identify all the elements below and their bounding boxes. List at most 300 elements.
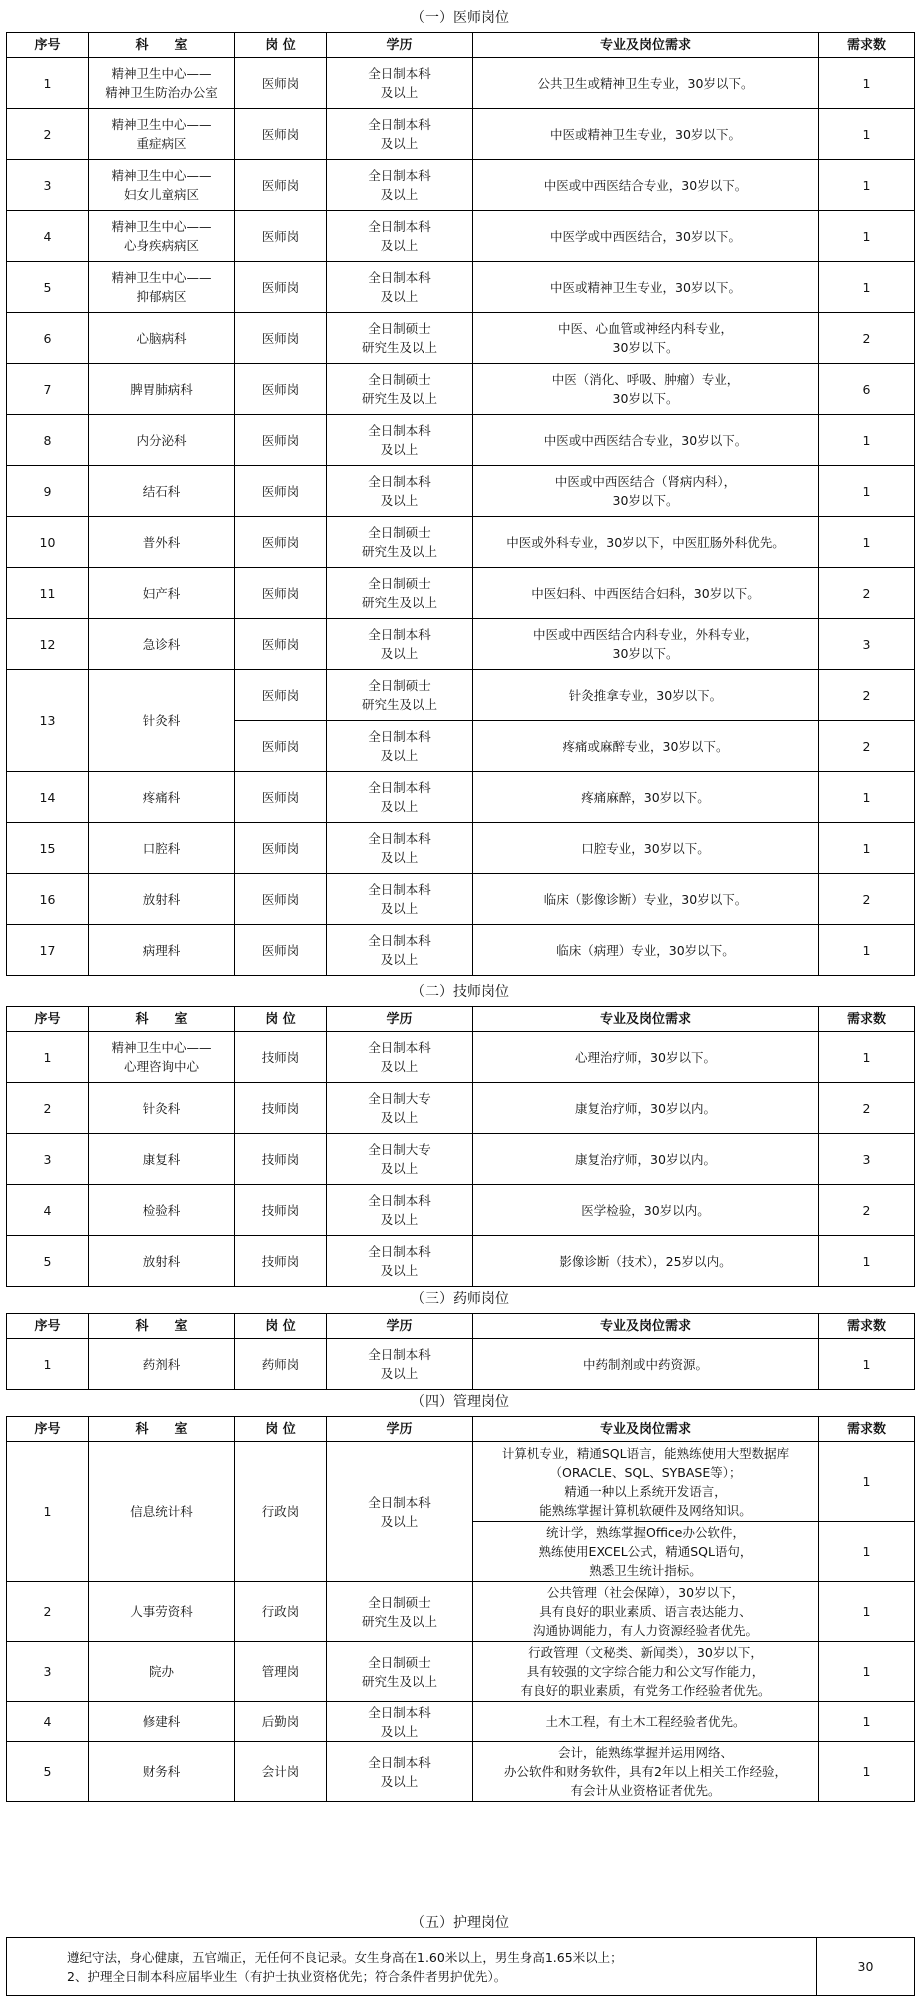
post-type: 医师岗: [235, 619, 327, 670]
headcount: 2: [819, 1083, 915, 1134]
department: [89, 619, 235, 670]
row-number: 14: [7, 772, 89, 823]
requirements-line: 具有良好的职业素质、语言表达能力、: [539, 1604, 752, 1619]
department-line: 内分泌科: [136, 432, 187, 448]
department-line: 精神卫生中心——: [111, 168, 212, 183]
education-line: 及以上: [380, 1161, 419, 1176]
department: [89, 262, 235, 313]
education-line: 全日制本科: [368, 1754, 431, 1770]
department: [89, 1236, 235, 1287]
requirements: [473, 211, 819, 262]
requirements: [473, 1702, 819, 1742]
department: [89, 211, 235, 262]
education-line: 及以上: [380, 901, 419, 916]
post-type: 技师岗: [235, 1236, 327, 1287]
nursing-requirements: [7, 1938, 817, 1996]
department-line: 院办: [148, 1664, 174, 1679]
header-edu: 学历: [327, 1007, 473, 1032]
education-line: 研究生及以上: [361, 595, 437, 610]
post-type: 医师岗: [235, 823, 327, 874]
requirements: [473, 925, 819, 976]
table-row: [7, 109, 915, 160]
department-line: 结石科: [142, 483, 181, 499]
education-line: 全日制硕士: [368, 576, 431, 591]
post-type: 后勤岗: [235, 1702, 327, 1742]
header-row: [7, 1314, 915, 1339]
education-line: 及以上: [380, 1059, 419, 1074]
requirements-line: 中医或中西医结合（肾病内科），: [554, 474, 737, 489]
requirements-line: 熟悉卫生统计指标。: [589, 1563, 702, 1578]
department-line: 普外科: [142, 534, 181, 550]
education-line: 全日制大专: [368, 1091, 431, 1106]
table-row: [7, 211, 915, 262]
post-type: 医师岗: [235, 313, 327, 364]
headcount: 1: [819, 823, 915, 874]
department: [89, 1442, 235, 1582]
headcount: 1: [819, 1742, 915, 1802]
requirements-line: 公共卫生或精神卫生专业，30岁以下。: [537, 75, 754, 91]
department-line: 财务科: [142, 1764, 181, 1779]
row-number: 15: [7, 823, 89, 874]
education: [327, 364, 473, 415]
education: [327, 823, 473, 874]
table-row: [7, 415, 915, 466]
row-number: 9: [7, 466, 89, 517]
education: [327, 568, 473, 619]
education-line: 研究生及以上: [361, 391, 437, 406]
row-number: 4: [7, 211, 89, 262]
table-row: [7, 1702, 915, 1742]
education-line: 全日制大专: [368, 1142, 431, 1157]
headcount: 3: [819, 1134, 915, 1185]
education: [327, 670, 473, 721]
headcount: 1: [819, 415, 915, 466]
post-type: 医师岗: [235, 874, 327, 925]
requirements: [473, 1742, 819, 1802]
row-number: 1: [7, 1339, 89, 1390]
row-number: 16: [7, 874, 89, 925]
headcount: 1: [819, 517, 915, 568]
requirements: [473, 670, 819, 721]
education: [327, 1339, 473, 1390]
table-row: [7, 364, 915, 415]
education: [327, 1702, 473, 1742]
post-type: 医师岗: [235, 211, 327, 262]
requirements-line: 医学检验，30岁以内。: [581, 1202, 710, 1218]
department: [89, 925, 235, 976]
education-line: 全日制本科: [368, 1347, 431, 1362]
department: [89, 823, 235, 874]
requirements-line: 沟通协调能力，有人力资源经验者优先。: [532, 1623, 758, 1638]
post-type: 管理岗: [235, 1642, 327, 1702]
education-line: 全日制本科: [368, 729, 431, 744]
requirements: [473, 262, 819, 313]
row-number: 3: [7, 160, 89, 211]
requirements-line: 中医（消化、呼吸、肿瘤）专业，: [551, 372, 740, 387]
education-line: 及以上: [380, 1110, 419, 1125]
education-line: 全日制本科: [368, 1244, 431, 1259]
department: [89, 874, 235, 925]
education-line: 及以上: [380, 187, 419, 202]
headcount: 1: [819, 1582, 915, 1642]
requirements: [473, 313, 819, 364]
department-line: 检验科: [142, 1202, 181, 1218]
education-line: 全日制硕士: [368, 1594, 431, 1610]
post-type: 医师岗: [235, 670, 327, 721]
post-type: 医师岗: [235, 160, 327, 211]
headcount: 3: [819, 619, 915, 670]
post-type: 行政岗: [235, 1582, 327, 1642]
department: [89, 313, 235, 364]
headcount: 1: [819, 262, 915, 313]
header-dept: 科 室: [89, 1007, 235, 1032]
table-row: [7, 1083, 915, 1134]
requirements-line: 有良好的职业素质，有党务工作经验者优先。: [520, 1683, 771, 1698]
department: [89, 364, 235, 415]
management-table: [6, 1416, 915, 1802]
post-type: 医师岗: [235, 415, 327, 466]
department: [89, 1582, 235, 1642]
post-type: 技师岗: [235, 1134, 327, 1185]
pharmacist-table: [6, 1313, 915, 1390]
education: [327, 160, 473, 211]
requirements: [473, 364, 819, 415]
requirements-line: 临床（影像诊断）专业，30岁以下。: [543, 891, 748, 907]
requirements: [473, 874, 819, 925]
department: [89, 160, 235, 211]
headcount: 1: [819, 772, 915, 823]
table-row: [7, 925, 915, 976]
requirements: [473, 1032, 819, 1083]
requirements-line: 中医妇科、中西医结合妇科，30岁以下。: [531, 585, 760, 601]
education: [327, 466, 473, 517]
education-line: 全日制本科: [368, 882, 431, 897]
education: [327, 415, 473, 466]
row-number: 8: [7, 415, 89, 466]
requirements: [473, 1339, 819, 1390]
header-edu: 学历: [327, 1314, 473, 1339]
table-row: [7, 670, 915, 721]
department: [89, 415, 235, 466]
requirements-line: 口腔专业，30岁以下。: [581, 840, 710, 856]
education-line: 全日制硕士: [368, 1654, 431, 1670]
table-row: [7, 1032, 915, 1083]
requirements-line: 疼痛麻醉，30岁以下。: [581, 789, 710, 805]
education-line: 及以上: [380, 1263, 419, 1278]
header-req: 专业及岗位需求: [473, 1417, 819, 1442]
education-line: 全日制本科: [368, 831, 431, 846]
section-title-technician: （二）技师岗位: [411, 984, 509, 1000]
table-row: [7, 1642, 915, 1702]
row-number: 11: [7, 568, 89, 619]
post-type: 行政岗: [235, 1442, 327, 1582]
education: [327, 1185, 473, 1236]
requirements-line: 康复治疗师，30岁以内。: [575, 1100, 716, 1116]
education: [327, 874, 473, 925]
headcount: 1: [819, 1642, 915, 1702]
requirements: [473, 160, 819, 211]
department-line: 药剂科: [142, 1356, 181, 1372]
headcount: 1: [819, 160, 915, 211]
education-line: 及以上: [380, 952, 419, 967]
post-type: 技师岗: [235, 1185, 327, 1236]
education-line: 及以上: [380, 85, 419, 100]
department-line: 放射科: [142, 1253, 181, 1269]
education-line: 及以上: [380, 799, 419, 814]
requirements-line: 中医或精神卫生专业，30岁以下。: [550, 126, 741, 142]
department: [89, 1083, 235, 1134]
education-line: 全日制本科: [368, 219, 431, 234]
department: [89, 1134, 235, 1185]
row-number: 17: [7, 925, 89, 976]
table-row: [7, 823, 915, 874]
requirements-line: 中医学或中西医结合，30岁以下。: [550, 228, 741, 244]
row-number: 3: [7, 1642, 89, 1702]
table-row: [7, 160, 915, 211]
education-line: 全日制本科: [368, 66, 431, 81]
header-row: [7, 33, 915, 58]
nursing-line-1: 遵纪守法，身心健康，五官端正，无任何不良记录。女生身高在1.60米以上，男生身高1.65米以上；: [67, 1949, 623, 1965]
education: [327, 1582, 473, 1642]
education-line: 全日制本科: [368, 627, 431, 642]
headcount: 2: [819, 721, 915, 772]
requirements: [473, 1582, 819, 1642]
department-line: 人事劳资科: [130, 1604, 193, 1619]
education-line: 全日制本科: [368, 270, 431, 285]
requirements-line: 中医或中西医结合专业，30岁以下。: [543, 432, 748, 448]
post-type: 医师岗: [235, 58, 327, 109]
education: [327, 925, 473, 976]
education: [327, 109, 473, 160]
education: [327, 772, 473, 823]
post-type: 医师岗: [235, 262, 327, 313]
nursing-table: [6, 1937, 915, 1996]
table-row: [7, 619, 915, 670]
department: [89, 670, 235, 772]
education-line: 研究生及以上: [361, 340, 437, 355]
header-no: 序号: [7, 33, 89, 58]
header-req: 专业及岗位需求: [473, 33, 819, 58]
education-line: 及以上: [380, 493, 419, 508]
department-line: 精神卫生中心——: [111, 66, 212, 81]
row-number: 2: [7, 1582, 89, 1642]
header-no: 序号: [7, 1007, 89, 1032]
post-type: 会计岗: [235, 1742, 327, 1802]
row-number: 5: [7, 1236, 89, 1287]
department-line: 口腔科: [142, 840, 181, 856]
requirements-line: 熟练使用EXCEL公式，精通SQL语句，: [538, 1544, 753, 1559]
table-row: [7, 262, 915, 313]
post-type: 医师岗: [235, 721, 327, 772]
requirements: [473, 58, 819, 109]
requirements: [473, 1642, 819, 1702]
education: [327, 1742, 473, 1802]
headcount: 1: [819, 211, 915, 262]
education-line: 及以上: [380, 646, 419, 661]
education-line: 及以上: [380, 1366, 419, 1381]
department-line: 脾胃肺病科: [130, 381, 193, 397]
requirements-line: 疼痛或麻醉专业，30岁以下。: [562, 738, 729, 754]
department-line: 精神卫生中心——: [111, 1040, 212, 1055]
department-line: 心脑病科: [136, 330, 187, 346]
header-dept: 科 室: [89, 1417, 235, 1442]
section-title-doctor: （一）医师岗位: [411, 10, 509, 26]
department: [89, 772, 235, 823]
header-post: 岗 位: [235, 33, 327, 58]
requirements-line: 计算机专业，精通SQL语言，能熟练使用大型数据库: [501, 1445, 790, 1461]
header-row: [7, 1007, 915, 1032]
requirements-line: 中药制剂或中药资源。: [582, 1356, 708, 1372]
post-type: 技师岗: [235, 1083, 327, 1134]
education: [327, 1442, 473, 1582]
requirements-line: 精通一种以上系统开发语言，: [564, 1483, 727, 1499]
row-number: 13: [7, 670, 89, 772]
row-number: 3: [7, 1134, 89, 1185]
row-number: 6: [7, 313, 89, 364]
row-number: 12: [7, 619, 89, 670]
department: [89, 1032, 235, 1083]
department: [89, 58, 235, 109]
header-req: 专业及岗位需求: [473, 1314, 819, 1339]
education-line: 全日制本科: [368, 1704, 431, 1720]
department-line: 抑郁病区: [136, 289, 187, 304]
education-line: 研究生及以上: [361, 544, 437, 559]
requirements-line: 能熟练掌握计算机软硬件及网络知识。: [539, 1502, 752, 1518]
requirements-line: 30岁以下。: [612, 646, 679, 661]
requirements: [473, 415, 819, 466]
headcount: 1: [819, 1702, 915, 1742]
department: [89, 1642, 235, 1702]
requirements-line: 具有较强的文字综合能力和公文写作能力，: [526, 1664, 765, 1679]
requirements-line: 中医或中西医结合内科专业，外科专业，: [532, 627, 758, 642]
education-line: 研究生及以上: [361, 697, 437, 712]
education-line: 及以上: [380, 1773, 419, 1789]
table-row: [7, 1742, 915, 1802]
headcount: 6: [819, 364, 915, 415]
row-number: 5: [7, 1742, 89, 1802]
education: [327, 1134, 473, 1185]
requirements: [473, 721, 819, 772]
education-line: 全日制硕士: [368, 525, 431, 540]
table-row: [7, 466, 915, 517]
department: [89, 1339, 235, 1390]
nursing-row: [7, 1938, 915, 1996]
header-post: 岗 位: [235, 1007, 327, 1032]
table-row: [7, 1134, 915, 1185]
department-line: 针灸科: [142, 1100, 181, 1116]
row-number: 1: [7, 1442, 89, 1582]
department: [89, 109, 235, 160]
requirements: [473, 772, 819, 823]
requirements-line: 针灸推拿专业，30岁以下。: [568, 687, 723, 703]
requirements: [473, 619, 819, 670]
nursing-line-2: 2、护理全日制本科应届毕业生（有护士执业资格优先；符合条件者男护优先）。: [67, 1968, 507, 1984]
education-line: 全日制硕士: [368, 678, 431, 693]
education-line: 及以上: [380, 1212, 419, 1227]
education: [327, 1236, 473, 1287]
post-type: 医师岗: [235, 466, 327, 517]
post-type: 医师岗: [235, 772, 327, 823]
header-no: 序号: [7, 1314, 89, 1339]
requirements-line: 心理治疗师，30岁以下。: [575, 1049, 716, 1065]
header-count: 需求数: [819, 1417, 915, 1442]
education-line: 全日制本科: [368, 168, 431, 183]
post-type: 技师岗: [235, 1032, 327, 1083]
post-type: 医师岗: [235, 364, 327, 415]
education-line: 及以上: [380, 748, 419, 763]
headcount: 1: [819, 58, 915, 109]
education-line: 全日制本科: [368, 1040, 431, 1055]
education-line: 及以上: [380, 136, 419, 151]
header-edu: 学历: [327, 33, 473, 58]
requirements-line: 中医或精神卫生专业，30岁以下。: [550, 279, 741, 295]
post-type: 医师岗: [235, 568, 327, 619]
post-type: 医师岗: [235, 109, 327, 160]
requirements-line: 30岁以下。: [612, 340, 679, 355]
department-line: 康复科: [142, 1151, 181, 1167]
header-row: [7, 1417, 915, 1442]
department-line: 信息统计科: [130, 1504, 193, 1519]
education-line: 及以上: [380, 442, 419, 457]
table-row: [7, 1236, 915, 1287]
row-number: 7: [7, 364, 89, 415]
education-line: 及以上: [380, 1723, 419, 1739]
header-edu: 学历: [327, 1417, 473, 1442]
header-post: 岗 位: [235, 1417, 327, 1442]
department-line: 疼痛科: [142, 789, 181, 805]
requirements: [473, 517, 819, 568]
headcount: 2: [819, 670, 915, 721]
header-req: 专业及岗位需求: [473, 1007, 819, 1032]
education-line: 全日制本科: [368, 780, 431, 795]
section-title-management: （四）管理岗位: [411, 1394, 509, 1410]
education-line: 及以上: [380, 238, 419, 253]
requirements: [473, 466, 819, 517]
requirements-line: 有会计从业资格证者优先。: [570, 1783, 721, 1798]
table-row: [7, 517, 915, 568]
row-number: 1: [7, 1032, 89, 1083]
requirements: [473, 568, 819, 619]
row-number: 2: [7, 1083, 89, 1134]
table-row: [7, 1582, 915, 1642]
requirements-line: （ORACLE、SQL、SYBASE等）；: [549, 1464, 742, 1480]
education: [327, 58, 473, 109]
requirements-line: 康复治疗师，30岁以内。: [575, 1151, 716, 1167]
education: [327, 721, 473, 772]
section-title-pharmacist: （三）药师岗位: [411, 1291, 509, 1307]
education-line: 全日制本科: [368, 474, 431, 489]
education: [327, 619, 473, 670]
education-line: 全日制本科: [368, 933, 431, 948]
requirements-line: 中医或外科专业，30岁以下，中医肛肠外科优先。: [506, 534, 785, 550]
header-count: 需求数: [819, 1007, 915, 1032]
education-line: 全日制本科: [368, 1494, 431, 1510]
department-line: 病理科: [142, 942, 181, 958]
department-line: 精神卫生中心——: [111, 117, 212, 132]
department: [89, 568, 235, 619]
table-row: [7, 1339, 915, 1390]
education: [327, 211, 473, 262]
department-line: 妇女儿童病区: [123, 187, 199, 202]
department: [89, 517, 235, 568]
requirements-line: 30岁以下。: [612, 391, 679, 406]
requirements: [473, 1236, 819, 1287]
table-row: [7, 772, 915, 823]
requirements-line: 土木工程，有土木工程经验者优先。: [545, 1714, 746, 1729]
doctor-table: [6, 32, 915, 976]
header-dept: 科 室: [89, 33, 235, 58]
headcount: 1: [819, 1442, 915, 1522]
